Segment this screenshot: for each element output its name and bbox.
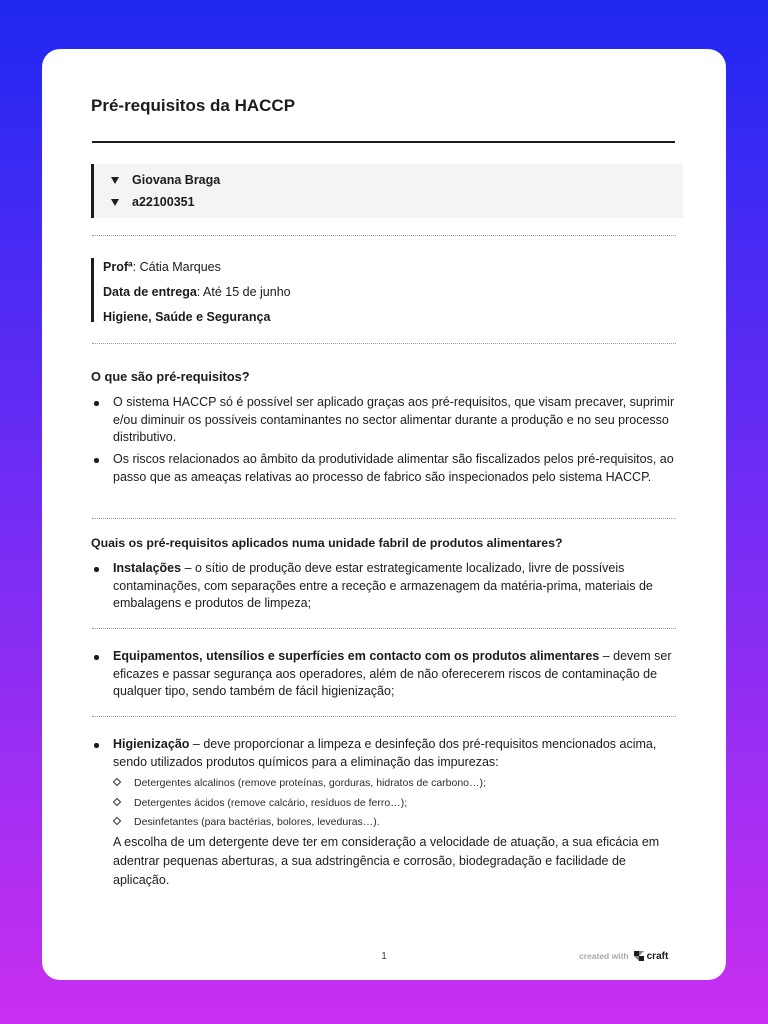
dotted-divider <box>92 628 676 629</box>
bullet-icon <box>94 458 99 463</box>
bullet-item-equipment: Equipamentos, utensílios e superfícies em contacto com os produtos alimentares – devem ser eficazes e passar segurança aos operadores, além de não oferecerem riscos de contaminação de qualquer tipo, sendo também de fácil higienização; <box>91 648 679 701</box>
author-toggle-block <box>91 164 683 218</box>
sub-list-item: Desinfetantes (para bactérias, bolores, leveduras…). <box>113 815 380 829</box>
craft-branding[interactable] <box>579 950 668 962</box>
dotted-divider <box>92 716 676 717</box>
diamond-bullet-icon <box>113 798 121 806</box>
diamond-bullet-icon <box>113 778 121 786</box>
document-page <box>42 49 726 980</box>
section-heading: O que são pré-requisitos? <box>91 369 250 384</box>
title-divider <box>92 141 675 143</box>
bullet-item: O sistema HACCP só é possível ser aplicado graças aos pré-requisitos, que visam precaver, suprimir e/ou diminuir os possíveis contaminantes no sector alimentar durante a produção e no seu processo distributivo. <box>91 394 679 447</box>
bullet-item-hygiene: Higienização – deve proporcionar a limpeza e desinfeção dos pré-requisitos mencionados acima, sendo utilizados produtos químicos para a eliminação das impurezas: <box>91 736 679 771</box>
dotted-divider <box>92 518 676 519</box>
toggle-label: a22100351 <box>132 195 195 209</box>
bullet-icon <box>94 655 99 660</box>
bullet-icon <box>94 401 99 406</box>
sub-list-item: Detergentes ácidos (remove calcário, resíduos de ferro…); <box>113 796 407 810</box>
assignment-info-block <box>91 258 291 322</box>
bullet-icon <box>94 567 99 572</box>
toggle-author-name[interactable] <box>111 173 220 187</box>
bullet-icon <box>94 743 99 748</box>
bullet-item-installations: Instalações – o sítio de produção deve estar estrategicamente localizado, livre de possíveis contaminações, com separações entre a receção e armazenagem da matéria-prima, materiais de embalagens e produtos de limpeza; <box>91 560 679 613</box>
dotted-divider <box>92 343 676 344</box>
bullet-item: Os riscos relacionados ao âmbito da produtividade alimentar são fiscalizados pelos pré-requisitos, ao passo que as ameaças relativas ao processo de fabrico são inspecionados pelo sistema HACCP. <box>91 451 679 486</box>
closing-paragraph: A escolha de um detergente deve ter em consideração a velocidade de atuação, a sua eficácia em adentrar pequenas aberturas, a sua adstringência e corrosão, biodegradação e facilidade de aplicação. <box>113 835 660 887</box>
diamond-bullet-icon <box>113 817 121 825</box>
page-number: 1 <box>381 951 387 962</box>
sub-list-item: Detergentes alcalinos (remove proteínas, gorduras, hidratos de carbono…); <box>113 776 486 790</box>
toggle-student-id[interactable] <box>111 195 195 209</box>
triangle-down-icon[interactable] <box>111 177 119 184</box>
dotted-divider <box>92 235 676 236</box>
professor-line: Profª: Cátia Marques <box>103 260 221 274</box>
triangle-down-icon[interactable] <box>111 199 119 206</box>
toggle-label: Giovana Braga <box>132 173 221 187</box>
craft-logo-icon <box>633 950 645 962</box>
section-heading: Quais os pré-requisitos aplicados numa unidade fabril de produtos alimentares? <box>91 536 563 550</box>
course-name: Higiene, Saúde e Segurança <box>103 310 271 324</box>
page-title: Pré-requisitos da HACCP <box>91 96 296 115</box>
due-date-line: Data de entrega: Até 15 de junho <box>103 285 291 299</box>
created-with-label: created with <box>579 951 629 961</box>
brand-name: craft <box>646 950 669 962</box>
